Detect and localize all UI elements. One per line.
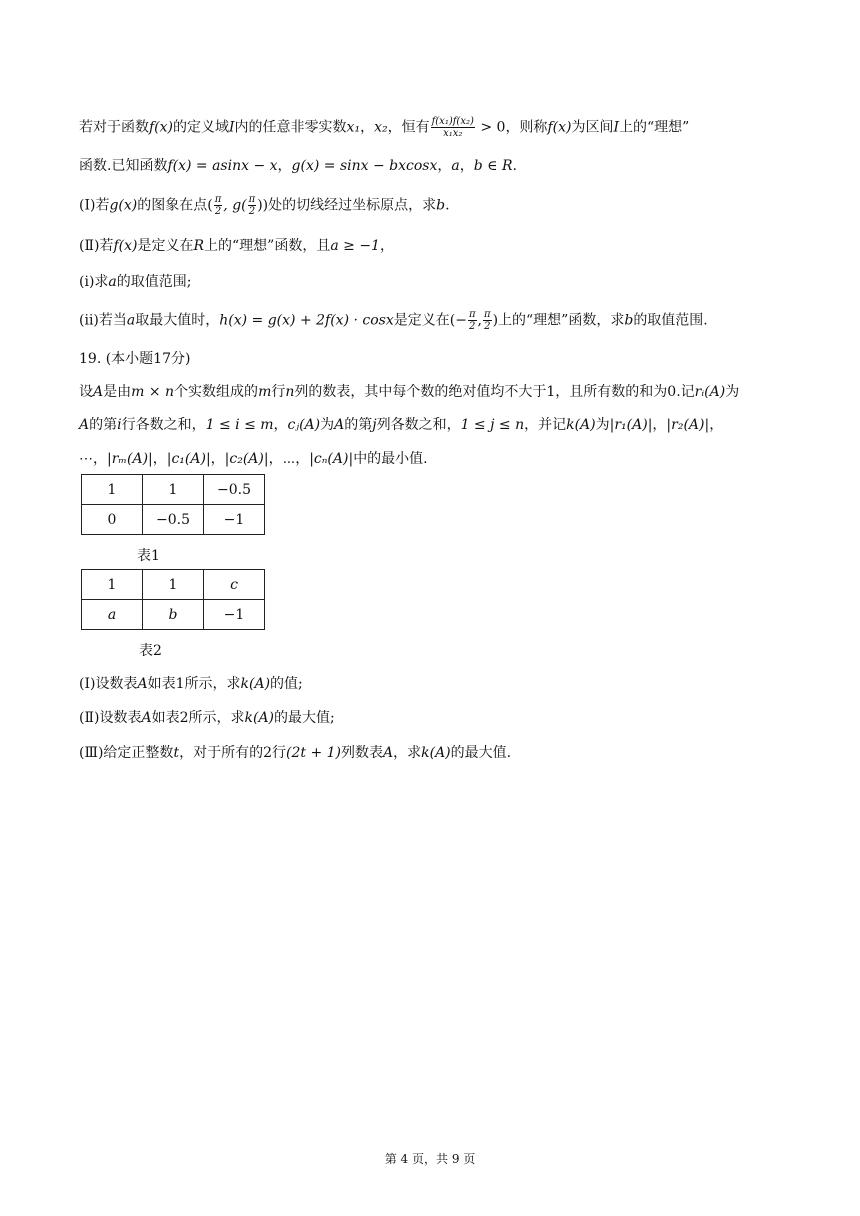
q18-part-1 [79, 194, 450, 217]
text: 的最大值. [450, 745, 512, 761]
fraction-numerator: f(x₁)f(x₂) [431, 116, 474, 127]
denominator: 2 [214, 206, 222, 217]
math-a: a [451, 158, 460, 174]
table-cell: 1 [82, 570, 143, 600]
text: ， [273, 417, 288, 433]
text: (Ⅰ)设数表 [79, 676, 138, 692]
text: 为区间 [571, 119, 614, 136]
text: ， [652, 417, 667, 433]
text: ， [268, 451, 283, 467]
text: 为 [595, 417, 610, 433]
math-kA: k(A) [566, 417, 596, 433]
math-R: R [193, 238, 205, 254]
text: 如表2所示，求 [151, 710, 245, 726]
table-cell: a [82, 600, 143, 630]
q18-part-2 [79, 236, 394, 256]
page-footer: 第 4 页，共 9 页 [384, 1152, 476, 1166]
denominator: 2 [248, 206, 256, 217]
text: ， [360, 119, 375, 136]
table-cell: 1 [143, 475, 204, 505]
numerator: π [214, 194, 222, 205]
math-b: b [624, 312, 634, 329]
text: (ⅰ)求 [79, 274, 109, 290]
table-cell: b [143, 600, 204, 630]
text: 若对于函数 [79, 119, 149, 136]
text: ， [210, 451, 225, 467]
table-cell: 1 [143, 570, 204, 600]
math-2t-plus-1: (2t + 1) [286, 745, 341, 761]
math-A: A [383, 745, 394, 761]
table-cell: −0.5 [143, 505, 204, 535]
text: 上的“理想” [618, 119, 690, 136]
q19-line-3 [79, 449, 428, 469]
q19-line-1 [79, 382, 739, 402]
denominator: 2 [469, 321, 476, 332]
text: 的第 [89, 417, 118, 433]
numerator: π [468, 309, 476, 320]
text: 上的“理想”函数，且 [204, 238, 331, 254]
text: ))处的切线经过坐标原点，求 [257, 197, 437, 214]
math-t: t [173, 745, 180, 761]
math-kA: k(A) [421, 745, 451, 761]
math-fx: f(x) [113, 238, 138, 254]
math-fx: f(x) [547, 119, 572, 136]
math-a: a [126, 312, 136, 329]
math-cj: cⱼ(A) [287, 417, 321, 433]
math-h-def: h(x) = g(x) + 2f(x) · cosx [219, 312, 394, 329]
table-cell: −0.5 [204, 475, 265, 505]
text: 函数.已知函数 [79, 158, 168, 174]
text: 是定义在(− [393, 312, 467, 329]
fraction-pi-over-2 [483, 309, 492, 332]
text: . [445, 197, 450, 214]
fraction [431, 116, 475, 139]
fraction-pi-over-2 [248, 194, 257, 217]
denominator: 2 [484, 321, 491, 332]
fraction-pi-over-2 [214, 194, 223, 217]
table-cell: c [204, 570, 265, 600]
table-row [82, 570, 265, 600]
math-A: A [93, 384, 104, 400]
math-b: b [436, 197, 446, 214]
q19-line-2 [79, 415, 723, 435]
q19-part-1 [79, 674, 303, 694]
table-row [82, 505, 265, 535]
math-r2: |r₂(A)| [666, 417, 710, 433]
math-A: A [137, 676, 148, 692]
math-A: A [79, 417, 90, 433]
text: ，则称 [505, 119, 548, 136]
text: (ⅱ)若当 [79, 312, 127, 329]
q18-part-2-ii [79, 309, 708, 332]
q18-definition-line-1 [79, 116, 689, 139]
text: ，求 [393, 745, 422, 761]
fraction-denominator: x₁x₂ [443, 128, 463, 139]
math-g-def: g(x) = sinx − bxcosx [291, 158, 438, 174]
q18-definition-line-2 [79, 156, 517, 176]
math-m-times-n: m × n [131, 384, 175, 400]
text: 的最大值; [274, 710, 335, 726]
math-b-in-R: b ∈ R [473, 158, 513, 174]
math-I: I [613, 119, 619, 136]
math-cn: |cₙ(A)| [309, 451, 354, 467]
math-x2: x₂ [374, 119, 388, 136]
text: 为 [725, 384, 740, 400]
text: 取最大值时， [135, 312, 220, 329]
text: ⋯ [282, 451, 296, 467]
numerator: π [483, 309, 491, 320]
math-f-def: f(x) = asinx − x [167, 158, 278, 174]
math-g: , g( [223, 197, 247, 214]
text: ， [379, 238, 394, 254]
q19-part-2 [79, 708, 335, 728]
table-cell: 0 [82, 505, 143, 535]
text: ， [295, 451, 310, 467]
text: ， [152, 451, 167, 467]
math-c2: |c₂(A)| [224, 451, 269, 467]
math-cond-j: 1 ≤ j ≤ n [460, 417, 525, 433]
text: ， [437, 158, 452, 174]
table-cell: −1 [204, 505, 265, 535]
table-cell: −1 [204, 600, 265, 630]
text: 列各数之和， [376, 417, 461, 433]
table-row [82, 475, 265, 505]
math-I: I [229, 119, 235, 136]
table-2-caption: 表2 [139, 643, 162, 659]
math-ri: rᵢ(A) [694, 384, 726, 400]
q18-part-2-i [79, 272, 191, 292]
math-condition: a ≥ −1 [330, 238, 380, 254]
text: ， [93, 451, 107, 467]
math-rm: |rₘ(A)| [107, 451, 153, 467]
math-A: A [334, 417, 345, 433]
text: . [512, 158, 517, 174]
table-2 [81, 569, 265, 630]
table-row [82, 600, 265, 630]
text: )上的“理想”函数，求 [492, 312, 625, 329]
table-1 [81, 474, 265, 535]
text: ⋯ [79, 451, 93, 467]
text: 行各数之和， [121, 417, 206, 433]
text: 行 [271, 384, 286, 400]
text: (Ⅲ)给定正整数 [79, 745, 174, 761]
math-c1: |c₁(A)| [166, 451, 211, 467]
math-r1: |r₁(A)| [609, 417, 653, 433]
text: 中的最小值. [353, 451, 428, 467]
text: 设 [79, 384, 93, 400]
text: 的取值范围; [116, 274, 192, 290]
text: ，恒有 [387, 119, 430, 136]
math-x1: x₁ [346, 119, 361, 136]
text: ， [709, 417, 724, 433]
text: 的值; [270, 676, 303, 692]
text: ， [277, 158, 292, 174]
text: , [477, 312, 482, 329]
math-gx: g(x) [109, 197, 138, 214]
math-j: j [372, 417, 377, 433]
table-1-caption: 表1 [137, 548, 160, 564]
fraction-pi-over-2 [468, 309, 477, 332]
text: 如表1所示，求 [147, 676, 241, 692]
math-kA: k(A) [240, 676, 271, 692]
math-i: i [117, 417, 122, 433]
text: 的定义域 [173, 119, 230, 136]
table-cell: 1 [82, 475, 143, 505]
math-A: A [141, 710, 152, 726]
q19-part-3 [79, 743, 511, 763]
text: 的取值范围. [633, 312, 708, 329]
math-n: n [285, 384, 295, 400]
text: 为 [320, 417, 335, 433]
text: 的第 [344, 417, 373, 433]
numerator: π [248, 194, 256, 205]
math-gt0: > 0 [475, 119, 506, 136]
text: ， [459, 158, 474, 174]
q19-heading: 19. (本小题17分) [79, 351, 191, 367]
math-fx: f(x) [149, 119, 174, 136]
text: 是由 [103, 384, 132, 400]
text: ，并记 [524, 417, 567, 433]
text: (Ⅱ)若 [79, 238, 114, 254]
text: 列的数表，其中每个数的绝对值均不大于1，且所有数的和为0.记 [294, 384, 695, 400]
text: ，对于所有的2行 [179, 745, 286, 761]
text: 的图象在点( [137, 197, 213, 214]
text: 列数表 [341, 745, 383, 761]
text: 个实数组成的 [174, 384, 259, 400]
text: 是定义在 [137, 238, 194, 254]
math-m: m [258, 384, 272, 400]
math-kA: k(A) [244, 710, 275, 726]
math-a: a [108, 274, 117, 290]
text: (Ⅰ)若 [79, 197, 110, 214]
text: 内的任意非零实数 [234, 119, 347, 136]
math-cond-i: 1 ≤ i ≤ m [205, 417, 274, 433]
text: (Ⅱ)设数表 [79, 710, 142, 726]
